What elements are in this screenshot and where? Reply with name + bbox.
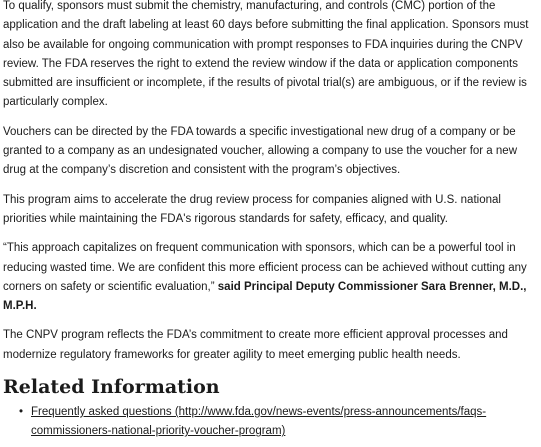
bullet-icon: •	[19, 406, 24, 419]
faq-link[interactable]: Frequently asked questions (http://www.fda.gov/news-events/press-announcements/faqs-commissioners-national-priority-voucher-program)	[31, 406, 487, 438]
paragraph-quote	[3, 239, 539, 316]
paragraph-commitment: The CNPV program reflects the FDA’s commitment to create more efficient approval processes and modernize regulatory frameworks for greater agility to meet emerging public health needs.	[3, 329, 508, 361]
article-body	[3, 0, 539, 442]
paragraph-voucher-direction: Vouchers can be directed by the FDA towards a specific investigational new drug of a company or be granted to a company as an undesignated voucher, allowing a company to use the voucher for a new drug at the company’s discretion and consistent with the program’s objectives.	[3, 125, 517, 177]
quote-text: “This approach capitalizes on frequent communication with sponsors, which can be a powerful tool in reducing wasted time. We are confident this more efficient process can be achieved without cutting any corners on safety or scientific evaluation,”	[3, 242, 527, 293]
paragraph-cmc-requirements: To qualify, sponsors must submit the chemistry, manufacturing, and controls (CMC) portion of the application and the draft labeling at least 60 days before submitting the final application. Sponsors must also be available for ongoing communication with prompt responses to FDA inquiries during the CNPV review. The FDA reserves the right to extend the review window if the data or application components submitted are insufficient or incomplete, if the results of pivotal trial(s) are ambiguous, or if the review is particularly complex.	[3, 0, 529, 109]
related-information-heading: Related Information	[3, 376, 220, 399]
paragraph-program-aims: This program aims to accelerate the drug review process for companies aligned with U.S. national priorities while maintaining the FDA's rigorous standards for safety, efficacy, and quality.	[3, 193, 501, 225]
related-links-list	[3, 403, 539, 442]
list-item	[19, 403, 539, 442]
quote-attribution: said Principal Deputy Commissioner Sara Brenner, M.D., M.P.H.	[3, 280, 527, 313]
